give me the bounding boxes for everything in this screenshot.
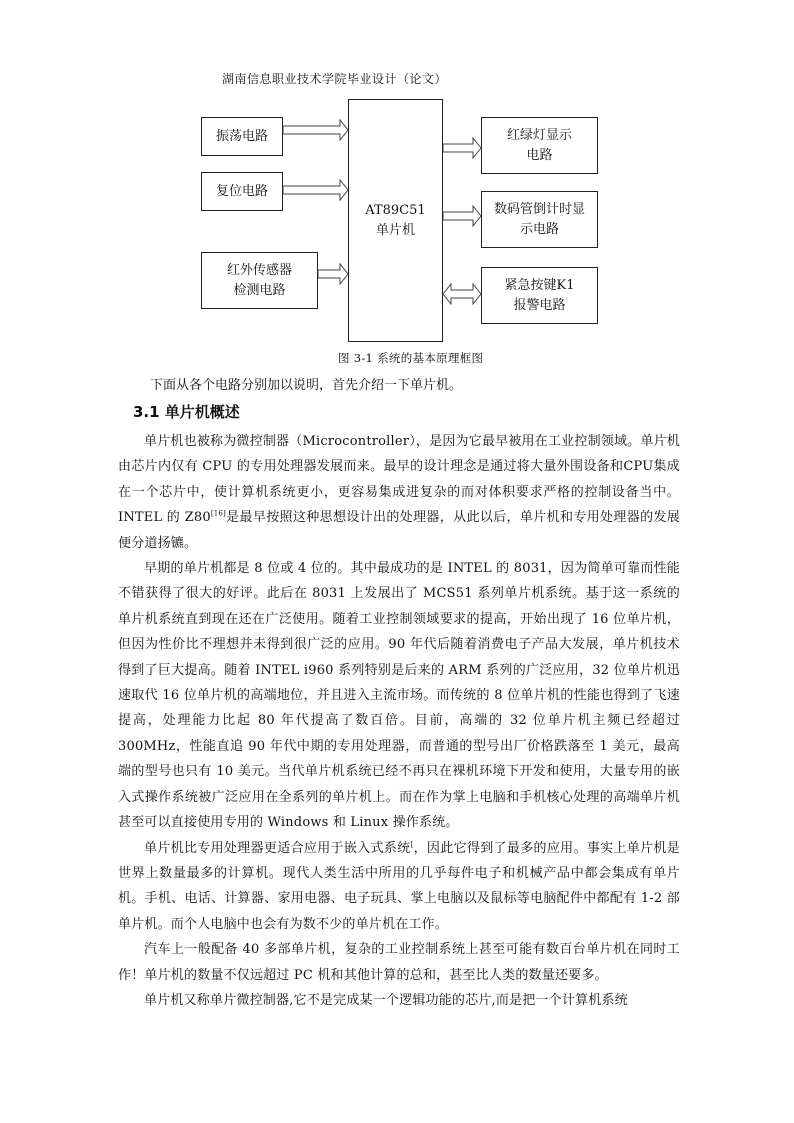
block-ir-label-1: 红外传感器 (226, 262, 292, 278)
paragraph-2: 早期的单片机都是 8 位或 4 位的。其中最成功的是 INTEL 的 8031，因为简单可靠而性能不错获得了很大的好评。此后在 8031 上发展出了 MCS51 系列单片机系统。基于这一系统的单片机系统直到现在还在广泛使用。随着工业控制领域要求的提高，开始出现了 16 位单片机，但因为性价比不理想并未得到很广泛的应用。90 年代后随着消费电子产品大发展，单片机技术得到了巨大提高。随着 INTEL i960 系列特别是后来的 ARM 系列的广泛应用，32 位单片机迅速取代 16 位单片机的高端地位，并且进入主流市场。而传统的 8 位单片机的性能也得到了飞速提高，处理能力比起 80 年代提高了数百倍。目前，高端的 32 位单片机主频已经超过 300MHz，性能直追 90 年代中期的专用处理器，而普通的型号出厂价格跌落至 1 美元，最高端的型号也只有 10 美元。当代单片机系统已经不再只在裸机环境下开发和使用，大量专用的嵌入式操作系统被广泛应用在全系列的单片机上。而在作为掌上电脑和手机核心处理的高端单片机甚至可以直接使用专用的 Windows 和 Linux 操作系统。 (118, 561, 680, 831)
arrow-mcu-key-bidirectional (443, 284, 481, 304)
block-mcu (348, 99, 443, 342)
citation-ref: [16] (210, 509, 226, 518)
paragraph-1-text-cont: 是最早按照这种思想设计出的处理器，从此以后，单片机和专用处理器的发展便分道扬镳。 (118, 510, 680, 551)
block-oscillator (201, 117, 283, 156)
block-oscillator-label: 振荡电路 (215, 128, 268, 144)
paragraph-3-text-cont: ，因此它得到了最多的应用。事实上单片机是世界上数量最多的计算机。现代人类生活中所用的几乎每件电子和机械产品中都会集成有单片机。手机、电话、计算器、家用电器、电子玩具、掌上电脑以及鼠标等电脑配件中都配有 1-2 部单片机。而个人电脑中也会有为数不少的单片机在工作。 (118, 840, 680, 932)
figure-caption: 图 3-1 系统的基本原理框图 (338, 351, 484, 365)
section-heading: 3.1 单片机概述 (133, 403, 240, 421)
block-ir-label-2: 检测电路 (233, 282, 286, 298)
block-ir-sensor (201, 252, 318, 309)
paragraph-3 (118, 836, 680, 938)
block-mcu-label-2: 单片机 (375, 222, 415, 238)
paragraph-1 (118, 429, 680, 556)
paragraph-3-text: 单片机比专用处理器更适合应用于嵌入式系统 (144, 840, 411, 856)
block-seg-label-2: 示电路 (519, 221, 559, 237)
arrow-mcu-to-seg (443, 206, 481, 226)
block-led-label-2: 电路 (526, 147, 553, 163)
block-reset (201, 172, 283, 211)
paragraph-5: 单片机又称单片微控制器,它不是完成某一个逻辑功能的芯片,而是把一个计算机系统 (144, 992, 628, 1008)
block-reset-label: 复位电路 (215, 183, 268, 199)
arrow-ir-to-mcu (318, 264, 348, 284)
arrow-mcu-to-led (443, 138, 481, 158)
block-traffic-light (481, 117, 598, 174)
block-seg-label-1: 数码管倒计时显 (493, 201, 585, 217)
arrow-reset-to-mcu (283, 180, 348, 200)
intro-sentence: 下面从各个电路分别加以说明，首先介绍一下单片机。 (150, 378, 463, 393)
block-led-label-1: 红绿灯显示 (506, 127, 572, 143)
citation-ref: [ (410, 840, 414, 849)
arrow-osc-to-mcu (283, 120, 348, 140)
block-mcu-label-1: AT89C51 (365, 202, 426, 218)
block-countdown-display (481, 191, 598, 248)
block-key-label-2: 报警电路 (513, 297, 566, 313)
paragraph-4: 汽车上一般配备 40 多部单片机，复杂的工业控制系统上甚至可能有数百台单片机在同时工作！单片机的数量不仅远超过 PC 机和其他计算的总和，甚至比人类的数量还要多。 (118, 942, 680, 983)
block-key-label-1: 紧急按键K1 (504, 277, 575, 293)
body-text (118, 429, 680, 1013)
page-header: 湖南信息职业技术学院毕业设计（论文） (222, 72, 448, 86)
block-emergency-key (481, 267, 598, 324)
paragraph-1-text: 单片机也被称为微控制器（Microcontroller），是因为它最早被用在工业控制领域。单片机由芯片内仅有 CPU 的专用处理器发展而来。最早的设计理念是通过将大量外围设备和CPU集成在一个芯片中，使计算机系统更小，更容易集成进复杂的而对体积要求严格的控制设备当中。INTEL 的 Z80 (118, 434, 680, 526)
